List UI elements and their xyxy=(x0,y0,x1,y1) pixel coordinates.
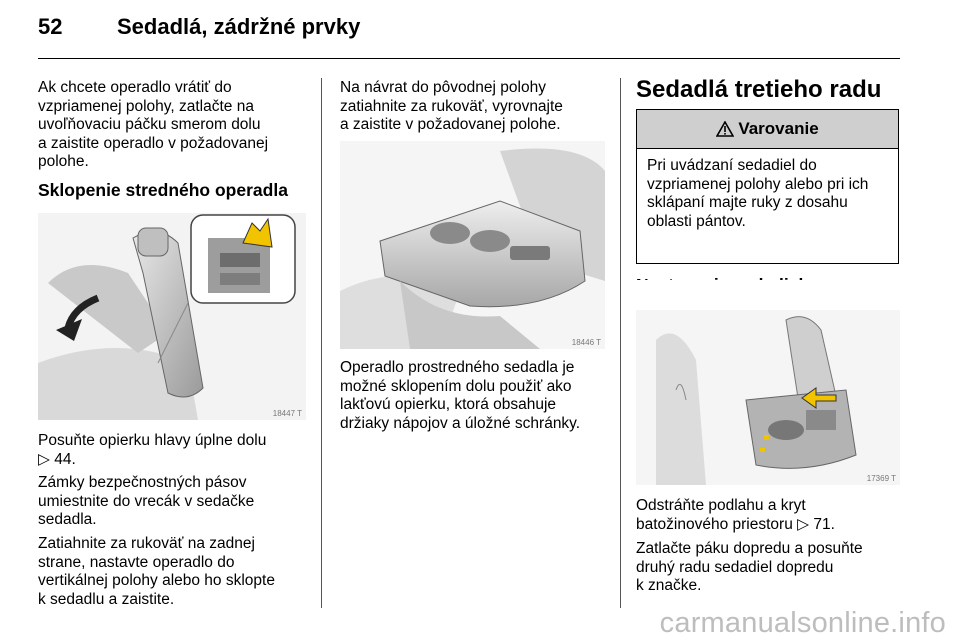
figure-third-row-illustration xyxy=(636,280,900,485)
watermark: carmanualsonline.info xyxy=(659,607,946,639)
cross-reference[interactable]: ▷ 71. xyxy=(797,515,835,533)
header-rule xyxy=(38,58,900,59)
figure-middle-backrest xyxy=(38,213,306,420)
warning-title: Varovanie xyxy=(738,119,819,138)
col3-paragraph-1: Odstráňte podlahu a kryt batožinového priestoru ▷ 71. xyxy=(636,497,835,533)
figure-code: 17369 T xyxy=(866,474,896,483)
column-divider-2 xyxy=(620,78,621,608)
col1-paragraph-1: Posuňte opierku hlavy úplne dolu ▷ 44. xyxy=(38,432,267,468)
col2-paragraph-2: Operadlo prostredného sedadla je možné sklopením dolu použiť ako lakťovú opierku, ktorá obsahuje držiaky nápojov a úložné schránky. xyxy=(340,359,581,432)
figure-third-row-seat xyxy=(636,280,900,485)
page-ref-icon: ▷ xyxy=(797,515,810,533)
warning-box xyxy=(636,109,899,264)
column-divider-1 xyxy=(321,78,322,608)
col1-paragraph-2: Zámky bezpečnostných pásov umiestnite do vrecák v sedačke sedadla. xyxy=(38,474,255,528)
figure-code: 18446 T xyxy=(571,338,601,347)
warning-triangle-icon xyxy=(716,121,734,137)
figure-code: 18447 T xyxy=(272,409,302,418)
figure-armrest-illustration xyxy=(340,141,605,349)
col3-heading: Sedadlá tretieho radu xyxy=(636,76,882,103)
col1-heading: Sklopenie stredného operadla xyxy=(38,180,288,200)
figure-middle-backrest-illustration xyxy=(38,213,306,420)
col1-paragraph-3: Zatiahnite za rukoväť na zadnej strane, nastavte operadlo do vertikálnej polohy alebo ho sklopte k sedadlu a zaistite. xyxy=(38,535,275,608)
col3-paragraph-2: Zatlačte páku dopredu a posuňte druhý radu sedadiel dopredu k značke. xyxy=(636,540,863,594)
warning-header xyxy=(637,110,898,149)
col2-paragraph-1: Na návrat do pôvodnej polohy zatiahnite za rukoväť, vyrovnajte a zaistite v požadovanej polohe. xyxy=(340,79,563,133)
warning-text: Pri uvádzaní sedadiel do vzpriamenej polohy alebo pri ich sklápaní majte ruky z dosahu oblasti pántov. xyxy=(647,157,869,230)
page-title: Sedadlá, zádržné prvky xyxy=(117,14,361,39)
figure-armrest xyxy=(340,141,605,349)
col1-intro-text: Ak chcete operadlo vrátiť do vzpriamenej polohy, zatlačte na uvoľňovaciu páčku smerom dolu a zaistite operadlo v požadovanej polohe. xyxy=(38,79,269,170)
cross-reference[interactable]: ▷ 44. xyxy=(38,450,76,468)
page-ref-icon: ▷ xyxy=(38,450,50,468)
page-number: 52 xyxy=(38,14,63,39)
